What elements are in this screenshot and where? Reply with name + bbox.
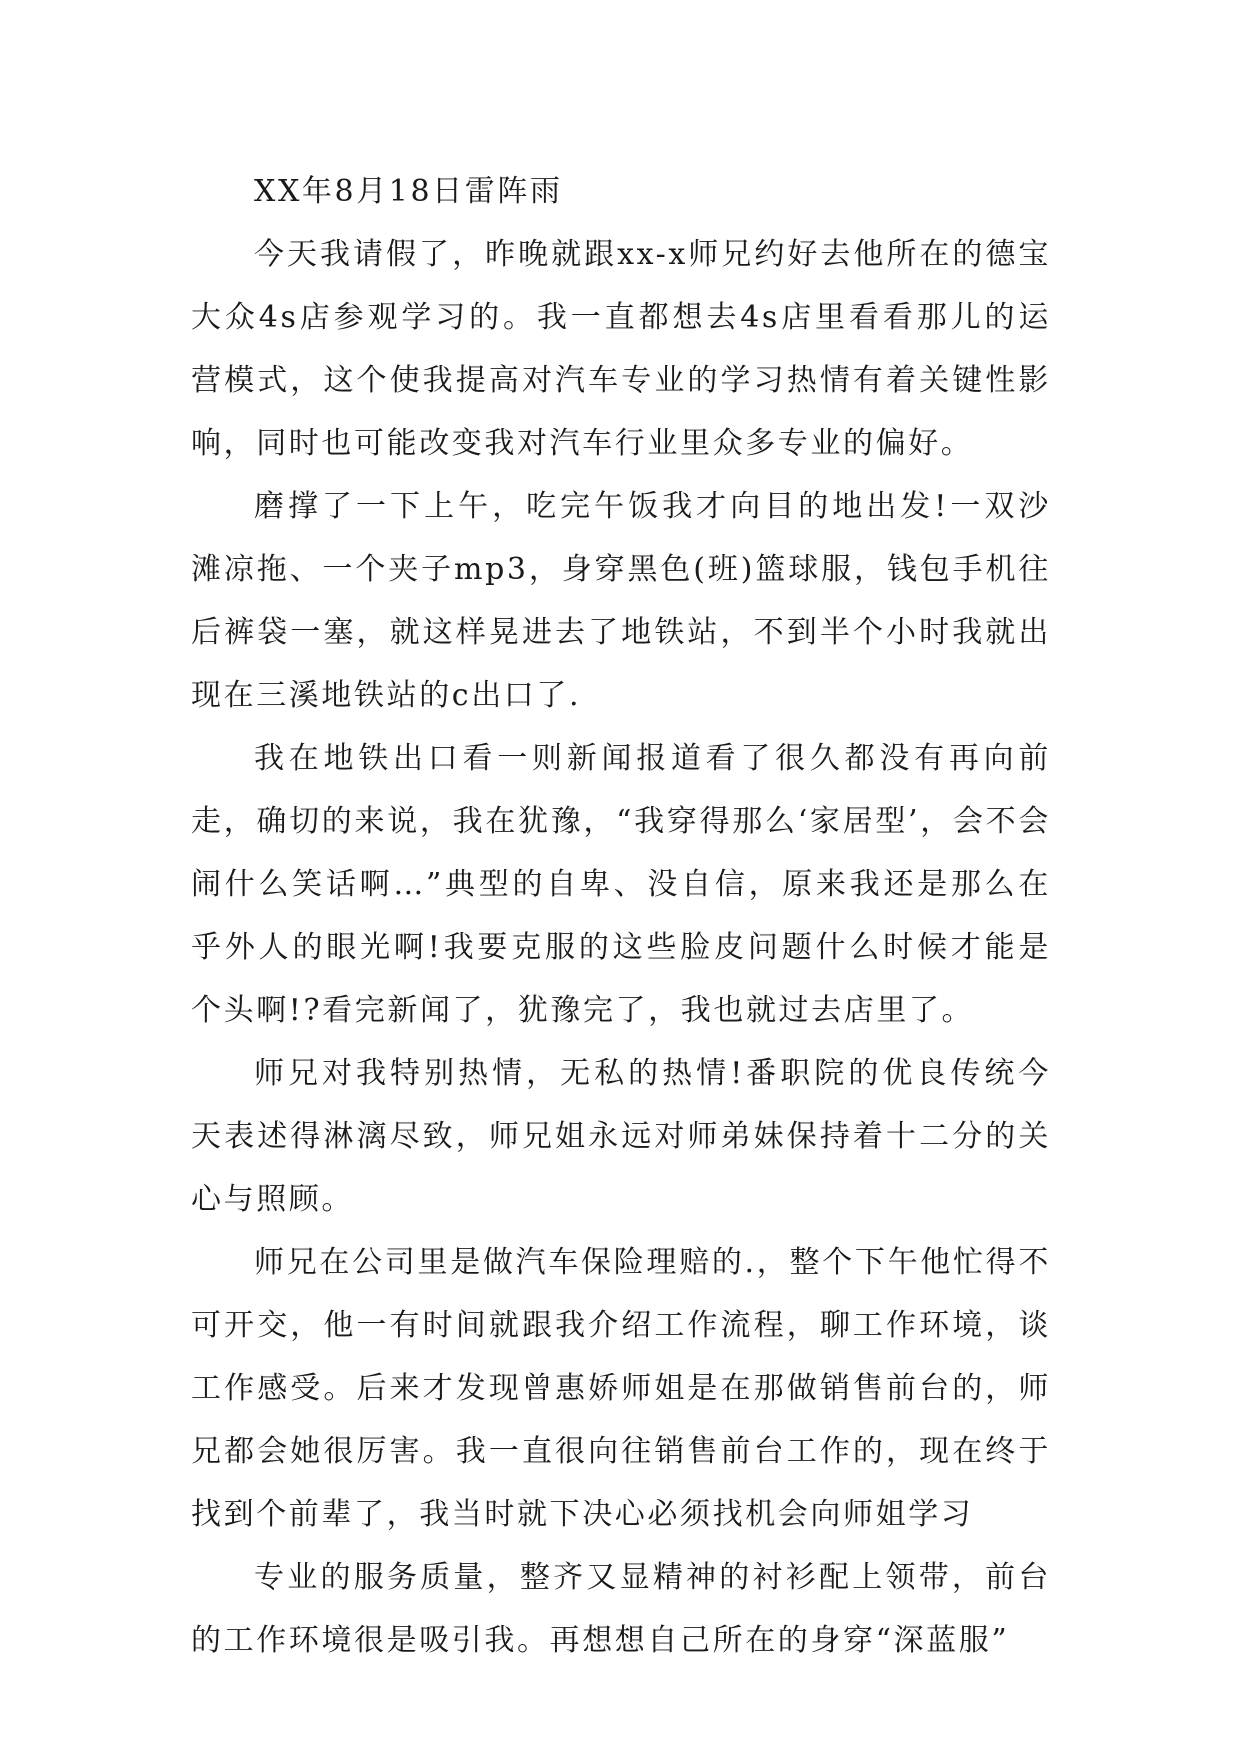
paragraph: 我在地铁出口看一则新闻报道看了很久都没有再向前走，确切的来说，我在犹豫，“我穿得那么‘家居型’，会不会闹什么笑话啊…”典型的自卑、没自信，原来我还是那么在乎外人的眼光啊!我要克服的这些脸皮问题什么时候才能是个头啊!?看完新闻了，犹豫完了，我也就过去店里了。 — [191, 741, 1051, 1028]
paragraph: 师兄在公司里是做汽车保险理赔的.，整个下午他忙得不可开交，他一有时间就跟我介绍工作流程，聊工作环境，谈工作感受。后来才发现曾惠娇师姐是在那做销售前台的，师兄都会她很厉害。我一直很向往销售前台工作的，现在终于找到个前辈了，我当时就下决心必须找机会向师姐学习 — [191, 1245, 1051, 1532]
paragraph: 今天我请假了，昨晚就跟xx-x师兄约好去他所在的德宝大众4s店参观学习的。我一直都想去4s店里看看那儿的运营模式，这个使我提高对汽车专业的学习热情有着关键性影响，同时也可能改变我对汽车行业里众多专业的偏好。 — [191, 237, 1051, 461]
paragraph: 专业的服务质量，整齐又显精神的衬衫配上领带，前台的工作环境很是吸引我。再想想自己所在的身穿“深蓝服” — [191, 1560, 1051, 1658]
document-body — [191, 160, 1051, 1672]
date-line: XX年8月18日雷阵雨 — [254, 174, 563, 209]
paragraph: 磨撑了一下上午，吃完午饭我才向目的地出发!一双沙滩凉拖、一个夹子mp3，身穿黑色(班)篮球服，钱包手机往后裤袋一塞，就这样晃进去了地铁站，不到半个小时我就出现在三溪地铁站的c出口了. — [191, 489, 1051, 713]
paragraph: 师兄对我特别热情，无私的热情!番职院的优良传统今天表述得淋漓尽致，师兄姐永远对师弟妹保持着十二分的关心与照顾。 — [191, 1056, 1051, 1217]
